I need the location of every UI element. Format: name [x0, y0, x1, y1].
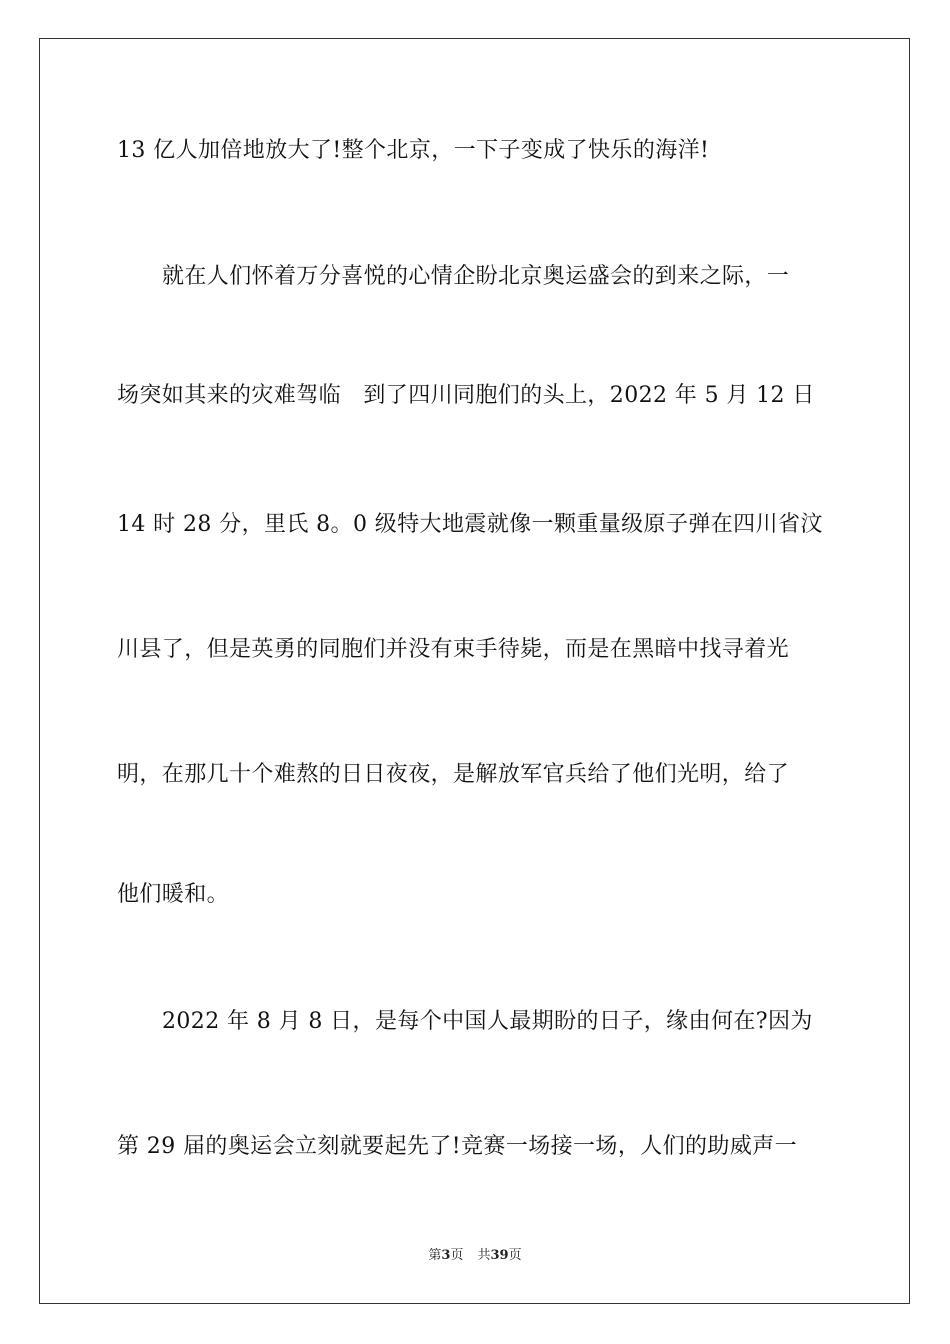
text-line-9: 第 29 届的奥运会立刻就要起先了!竞赛一场接一场，人们的助威声一: [117, 1134, 798, 1159]
text-line-2: 就在人们怀着万分喜悦的心情企盼北京奥运盛会的到来之际，一: [162, 264, 790, 289]
page-frame: [39, 38, 910, 1304]
text-line-6: 明，在那几十个难熬的日日夜夜，是解放军官兵给了他们光明，给了: [117, 762, 790, 787]
text-line-7: 他们暖和。: [117, 882, 230, 907]
footer-page-suffix: 页: [450, 1248, 464, 1263]
text-line-5: 川县了，但是英勇的同胞们并没有束手待毙，而是在黑暗中找寻着光: [117, 637, 790, 662]
text-line-1: 13 亿人加倍地放大了!整个北京，一下子变成了快乐的海洋!: [117, 138, 710, 163]
text-line-4: 14 时 28 分，里氏 8。0 级特大地震就像一颗重量级原子弹在四川省汶: [117, 512, 823, 537]
footer-total-prefix: 共: [477, 1248, 491, 1263]
page-footer: [0, 1247, 950, 1265]
footer-total-suffix: 页: [508, 1248, 522, 1263]
text-line-3: 场突如其来的灾难驾临 到了四川同胞们的头上，2022 年 5 月 12 日: [117, 383, 815, 408]
footer-total-pages: 39: [490, 1248, 509, 1263]
footer-page-prefix: 第: [428, 1248, 442, 1263]
footer-page-number: 3: [441, 1248, 451, 1263]
text-line-8: 2022 年 8 月 8 日，是每个中国人最期盼的日子，缘由何在?因为: [162, 1009, 813, 1034]
